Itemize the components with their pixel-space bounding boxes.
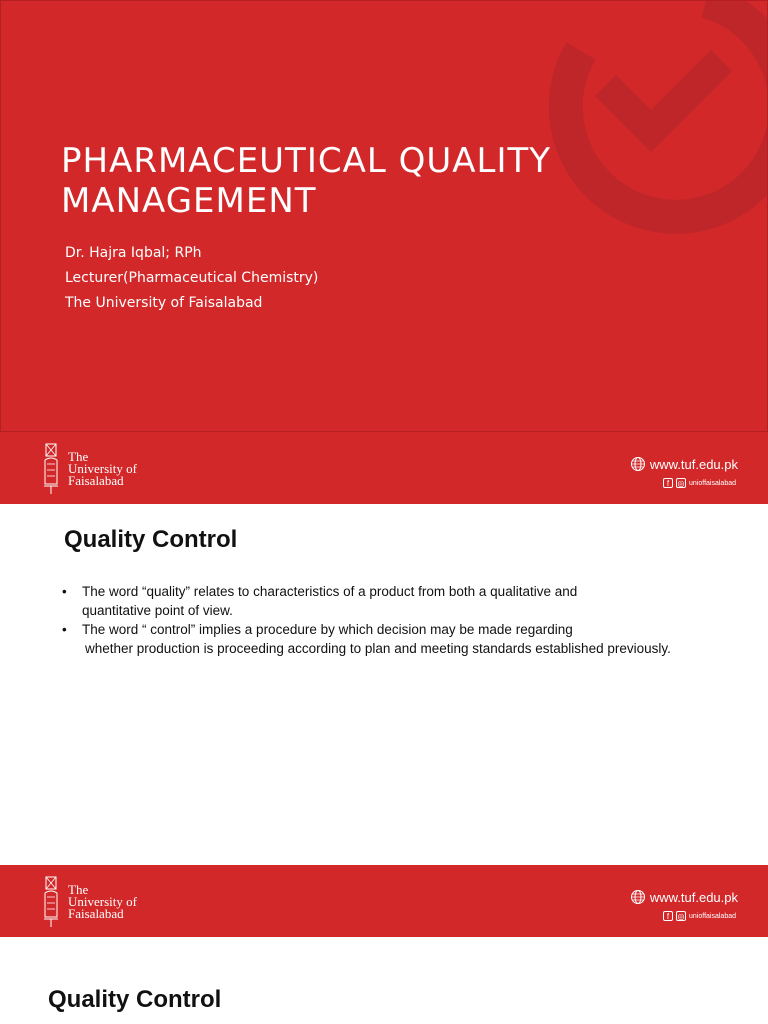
globe-icon <box>630 889 646 905</box>
author-block <box>65 241 318 316</box>
title-line-2: MANAGEMENT <box>61 181 317 221</box>
author-name: Dr. Hajra Iqbal; RPh <box>65 245 202 261</box>
facebook-icon[interactable]: f <box>663 911 673 921</box>
logo-line-2: University of <box>68 461 137 476</box>
bullet-item <box>62 582 752 620</box>
slide-title <box>61 141 661 221</box>
university-logo <box>42 442 137 496</box>
social-handle: unioffaisalabad <box>689 912 736 920</box>
website-url: www.tuf.edu.pk <box>649 456 738 472</box>
bullet-1-line-2: quantitative point of view. <box>82 603 233 618</box>
bullet-1-line-1: • The word “quality” relates to characteristics of a product from both a qualitative and <box>82 584 578 599</box>
university-crest-icon <box>42 875 60 929</box>
university-logo <box>42 875 137 929</box>
logo-wordmark <box>68 451 137 487</box>
website-link[interactable] <box>630 889 738 905</box>
social-links <box>663 911 736 921</box>
instagram-icon[interactable]: ◎ <box>677 479 685 488</box>
logo-line-1: The <box>68 449 89 464</box>
title-slide <box>0 0 768 432</box>
title-line-1: PHARMACEUTICAL QUALITY <box>61 141 552 181</box>
instagram-icon[interactable]: ◎ <box>677 912 685 921</box>
slide-heading: Quality Control <box>48 986 222 1013</box>
social-links <box>663 478 736 488</box>
university-crest-icon <box>42 442 60 496</box>
logo-line-3: Faisalabad <box>68 906 124 921</box>
globe-icon <box>630 456 646 472</box>
bullet-2-line-2: whether production is proceeding according to plan and meeting standards established previously. <box>85 641 671 656</box>
author-institution: The University of Faisalabad <box>65 295 263 311</box>
website-url: www.tuf.edu.pk <box>649 889 738 905</box>
social-handle: unioffaisalabad <box>689 479 736 487</box>
bullet-item <box>62 620 752 658</box>
bullet-2-line-1: • The word “ control” implies a procedure by which decision may be made regarding <box>82 622 573 637</box>
logo-wordmark <box>68 884 137 920</box>
website-link[interactable] <box>630 456 738 472</box>
slide-heading: Quality Control <box>64 526 238 553</box>
bullet-list <box>62 582 752 658</box>
slide-footer <box>0 865 768 937</box>
facebook-icon[interactable]: f <box>663 478 673 488</box>
logo-line-2: University of <box>68 894 137 909</box>
logo-line-1: The <box>68 882 89 897</box>
logo-line-3: Faisalabad <box>68 473 124 488</box>
author-title: Lecturer(Pharmaceutical Chemistry) <box>65 270 319 286</box>
slide-footer <box>0 432 768 504</box>
